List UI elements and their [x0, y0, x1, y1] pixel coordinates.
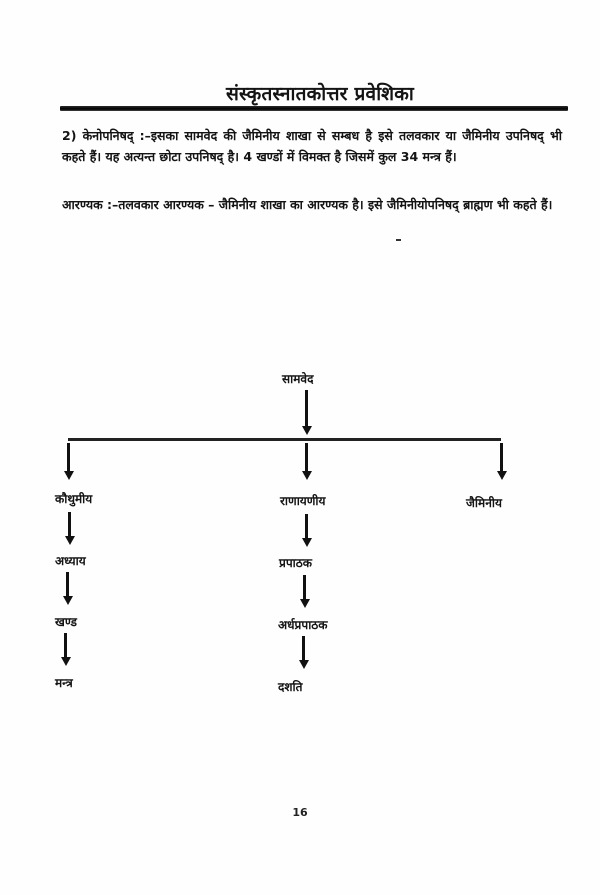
diagram-node-dashati: दशति: [278, 680, 303, 694]
arrow-shaft: [305, 514, 308, 540]
branch-connector-line: [68, 438, 501, 441]
diagram-node-adhyaya: अध्याय: [55, 554, 86, 568]
arrow-shaft: [68, 512, 71, 538]
stray-dash-mark: [396, 239, 401, 241]
branch-1-arrow-shaft: [67, 443, 70, 473]
down-arrow-icon: [299, 660, 309, 669]
down-arrow-icon: [64, 471, 74, 480]
paragraph-aranyaka: आरण्यक :–तलवकार आरण्यक – जैमिनीय शाखा का आरण्यक है। इसे जैमिनीयोपनिषद् ब्राह्मण भी कहते हैं।: [62, 197, 553, 212]
diagram-node-khanda: खण्ड: [55, 615, 77, 629]
down-arrow-icon: [63, 596, 73, 605]
down-arrow-icon: [65, 536, 75, 545]
title-underline-rule: [60, 106, 568, 111]
arrow-shaft: [303, 575, 306, 601]
down-arrow-icon: [61, 657, 71, 666]
down-arrow-icon: [497, 471, 507, 480]
arrow-shaft: [64, 633, 67, 659]
diagram-node-prapathaka: प्रपाठक: [279, 556, 312, 570]
root-arrow-shaft: [305, 390, 308, 428]
diagram-node-ranayaniya: राणायणीय: [280, 494, 326, 508]
diagram-node-root: सामवेद: [282, 372, 314, 386]
diagram-node-kauthumiya: कौथुमीय: [55, 492, 93, 506]
arrow-shaft: [302, 636, 305, 662]
page-title: संस्कृतस्नातकोत्तर प्रवेशिका: [226, 83, 414, 105]
down-arrow-icon: [302, 538, 312, 547]
arrow-shaft: [66, 572, 69, 598]
paragraph-kenopanishad: 2) केनोपनिषद् :–इसका सामवेद की जैमिनीय शाखा से सम्बध है इसे तलवकार या जैमिनीय उपनिषद् भी कहते हैं। यह अत्यन्त छोटा उपनिषद् है। 4 खण्डों में विमक्त है जिसमें कुल 34 मन्त्र हैं।: [62, 128, 562, 164]
branch-2-arrow-shaft: [305, 443, 308, 473]
diagram-node-ardhaprapathaka: अर्धप्रपाठक: [278, 618, 328, 632]
diagram-node-jaiminiya: जैमिनीय: [466, 496, 502, 510]
page-number: 16: [292, 806, 308, 819]
down-arrow-icon: [300, 599, 310, 608]
down-arrow-icon: [302, 471, 312, 480]
branch-3-arrow-shaft: [500, 443, 503, 473]
diagram-node-mantra: मन्त्र: [55, 676, 73, 690]
down-arrow-icon: [302, 426, 312, 435]
